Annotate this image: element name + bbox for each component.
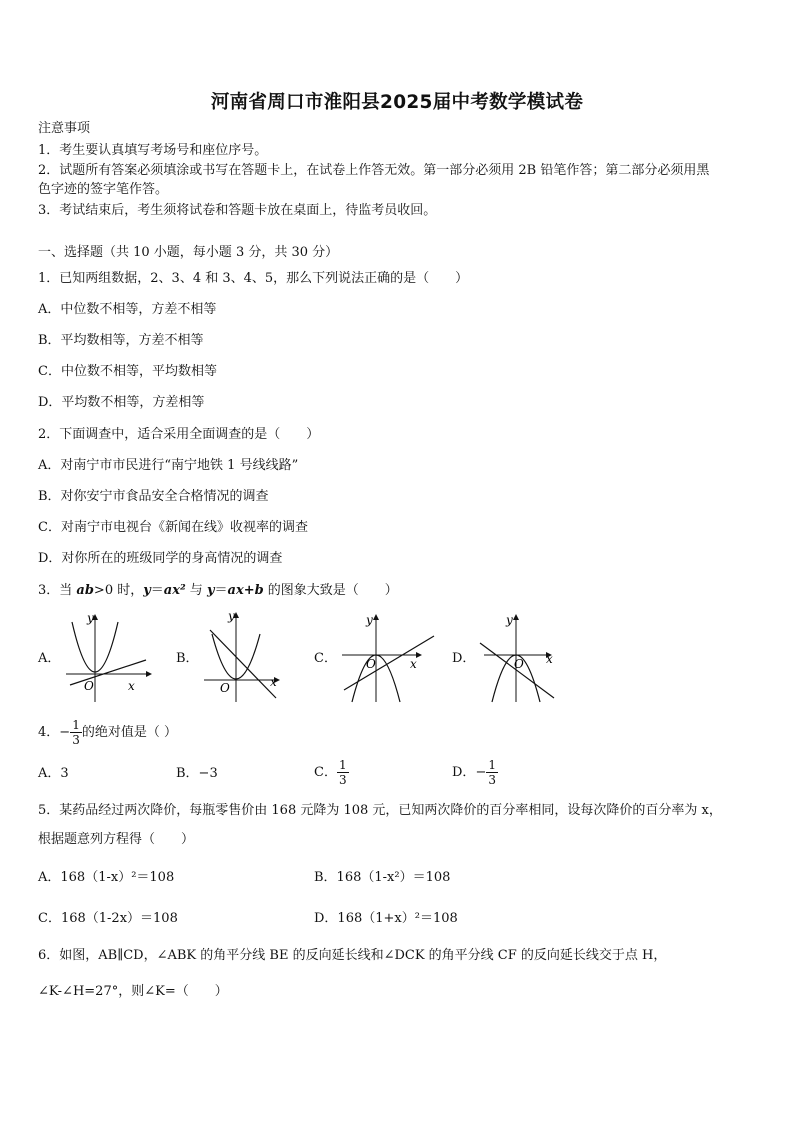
q1-option-d: D．平均数不相等，方差相等 — [38, 395, 205, 410]
svg-text:y: y — [366, 613, 373, 627]
q1-option-a: A．中位数不相等，方差不相等 — [38, 302, 217, 317]
q3-graph-a — [60, 610, 155, 705]
svg-text:x: x — [546, 652, 553, 666]
svg-text:O: O — [84, 679, 94, 693]
q2-stem: 2．下面调查中，适合采用全面调查的是（ ） — [38, 427, 320, 442]
q2-option-a: A．对南宁市市民进行“南宁地铁 1 号线线路” — [38, 458, 299, 473]
q3-option-d-label: D． — [452, 651, 476, 666]
svg-text:x: x — [128, 679, 135, 693]
q5-option-a: A．168（1-x）²＝108 — [38, 870, 175, 885]
section-heading: 一、选择题（共 10 小题，每小题 3 分，共 30 分） — [38, 245, 339, 260]
svg-text:O: O — [366, 657, 376, 671]
svg-text:O: O — [514, 657, 524, 671]
svg-text:y: y — [228, 609, 235, 623]
q2-option-b: B．对你安宁市食品安全合格情况的调查 — [38, 489, 269, 504]
svg-text:y: y — [87, 611, 94, 625]
q2-option-d: D．对你所在的班级同学的身高情况的调查 — [38, 551, 283, 566]
q3-graph-b — [198, 608, 293, 703]
notice-item-1: 1．考生要认真填写考场号和座位序号。 — [38, 143, 268, 158]
q1-option-b: B．平均数相等，方差不相等 — [38, 333, 204, 348]
q1-stem: 1．已知两组数据，2、3、4 和 3、4、5，那么下列说法正确的是（ ） — [38, 271, 469, 286]
q3-option-c-label: C． — [314, 651, 337, 666]
notice-item-2: 2．试题所有答案必须填涂或书写在答题卡上，在试卷上作答无效。第一部分必须用 2B 铅笔作答；第二部分必须用黑 — [38, 163, 710, 178]
q3-option-a-label: A． — [38, 651, 61, 666]
q3-graph-c — [336, 608, 436, 703]
q6-stem-line1: 6．如图，AB∥CD，∠ABK 的角平分线 BE 的反向延长线和∠DCK 的角平分线 CF 的反向延长线交于点 H， — [38, 948, 667, 963]
svg-text:O: O — [220, 681, 230, 695]
q3-stem: 3．当 ab>0 时，y＝ax² 与 y＝ax+b 的图象大致是（ ） — [38, 583, 398, 598]
q2-option-c: C．对南宁市电视台《新闻在线》收视率的调查 — [38, 520, 308, 535]
notice-item-2-cont: 色字迹的签字笔作答。 — [38, 182, 169, 197]
q5-stem-line2: 根据题意列方程得（ ） — [38, 832, 195, 847]
svg-text:x: x — [410, 657, 417, 671]
q4-option-b: B．−3 — [176, 766, 218, 781]
q1-option-c: C．中位数不相等，平均数相等 — [38, 364, 217, 379]
q6-stem-line2: ∠K-∠H=27°，则∠K=（ ） — [38, 984, 228, 999]
svg-text:y: y — [506, 613, 513, 627]
q5-option-d: D．168（1+x）²＝108 — [314, 911, 458, 926]
notice-item-3: 3．考试结束后，考生须将试卷和答题卡放在桌面上，待监考员收回。 — [38, 203, 437, 218]
svg-text:x: x — [270, 675, 277, 689]
q5-option-c: C．168（1-2x）＝108 — [38, 911, 178, 926]
page-title: 河南省周口市淮阳县2025届中考数学模试卷 — [210, 92, 584, 113]
q3-option-b-label: B． — [176, 651, 199, 666]
q4-option-c: C． $\frac{1}{3}$ — [314, 758, 347, 787]
q4-option-a: A．3 — [38, 766, 69, 781]
q5-stem-line1: 5．某药品经过两次降价，每瓶零售价由 168 元降为 108 元，已知两次降价的百分率相同，设每次降价的百分率为 x， — [38, 803, 722, 818]
q4-stem: 4．− $\frac{1}{3}$ 的绝对值是（ ） — [38, 718, 177, 747]
q4-fraction: $\frac{1}{3}$ — [72, 718, 80, 747]
notice-heading: 注意事项 — [38, 121, 91, 136]
q4-option-d: D．− $\frac{1}{3}$ — [452, 758, 496, 787]
q5-option-b: B．168（1-x²）＝108 — [314, 870, 451, 885]
q3-graph-d — [474, 608, 569, 703]
